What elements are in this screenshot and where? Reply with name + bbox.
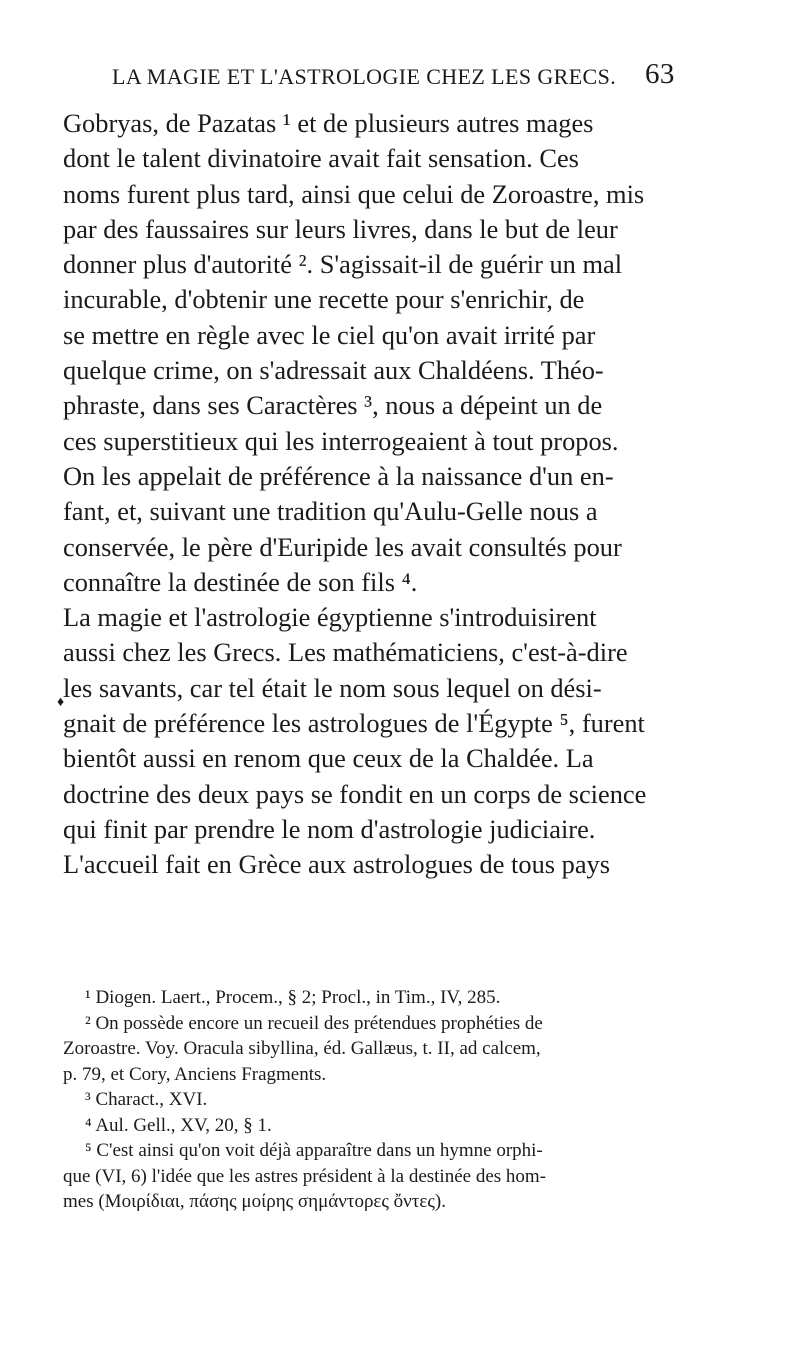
footnote-line: ³ Charact., XVI. [85,1089,208,1110]
margin-mark: ♦ [57,695,65,710]
text-line: incurable, d'obtenir une recette pour s'enrichir, de [63,284,585,315]
header-title: LA MAGIE ET L'ASTROLOGIE CHEZ LES GRECS. [112,64,617,89]
text-line: les savants, car tel était le nom sous lequel on dési- [63,672,602,703]
footnote-line: ⁴ Aul. Gell., XV, 20, § 1. [85,1114,272,1136]
footnote-line: ⁵ C'est ainsi qu'on voit déjà apparaître dans un hymne orphi- [85,1140,543,1161]
footnote-line: mes (Μοιρίδιαι, πάσης μοίρης σημάντορες ὄντες). [63,1191,446,1212]
text-line: phraste, dans ses Caractères ³, nous a dépeint un de [63,390,603,421]
text-line: ces superstitieux qui les interrogeaient à tout propos. [63,425,619,456]
footnote-line: ¹ Diogen. Laert., Procem., § 2; Procl., in Tim., IV, 285. [85,987,501,1008]
text-line: par des faussaires sur leurs livres, dans le but de leur [63,213,618,244]
text-line: dont le talent divinatoire avait fait sensation. Ces [63,143,579,174]
text-line: noms furent plus tard, ainsi que celui de Zoroastre, mis [63,178,645,209]
text-line: quelque crime, on s'adressait aux Chaldéens. Théo- [63,355,604,386]
running-header [112,58,675,90]
text-line: bientôt aussi en renom que ceux de la Chaldée. La [63,743,594,774]
footnote-line: Zoroastre. Voy. Oracula sibyllina, éd. Gallæus, t. II, ad calcem, [63,1038,541,1059]
text-line: On les appelait de préférence à la naissance d'un en- [63,460,614,491]
footnotes [63,985,739,1215]
text-line: L'accueil fait en Grèce aux astrologues de tous pays [63,849,611,880]
text-line: aussi chez les Grecs. Les mathématiciens, c'est-à-dire [63,637,628,668]
footnote-line: ² On possède encore un recueil des prétendues prophéties de [85,1012,543,1034]
text-line: fant, et, suivant une tradition qu'Aulu-Gelle nous a [63,496,598,527]
text-line: conservée, le père d'Euripide les avait consultés pour [63,531,622,562]
text-line: donner plus d'autorité ². S'agissait-il de guérir un mal [63,249,623,280]
text-line: gnait de préférence les astrologues de l'Égypte ⁵, furent [63,708,645,739]
text-line: se mettre en règle avec le ciel qu'on avait irrité par [63,319,596,350]
text-line: connaître la destinée de son fils ⁴. [63,566,418,597]
footnote-line: que (VI, 6) l'idée que les astres président à la destinée des hom- [63,1165,547,1187]
text-line: La magie et l'astrologie égyptienne s'introduisirent [63,602,597,633]
text-line: doctrine des deux pays se fondit en un corps de science [63,778,647,809]
page-number: 63 [645,58,675,90]
text-line: Gobryas, de Pazatas ¹ et de plusieurs autres mages [63,108,594,138]
text-line: qui finit par prendre le nom d'astrologie judiciaire. [63,813,596,844]
main-text [63,106,739,883]
footnote-line: p. 79, et Cory, Anciens Fragments. [63,1063,327,1085]
